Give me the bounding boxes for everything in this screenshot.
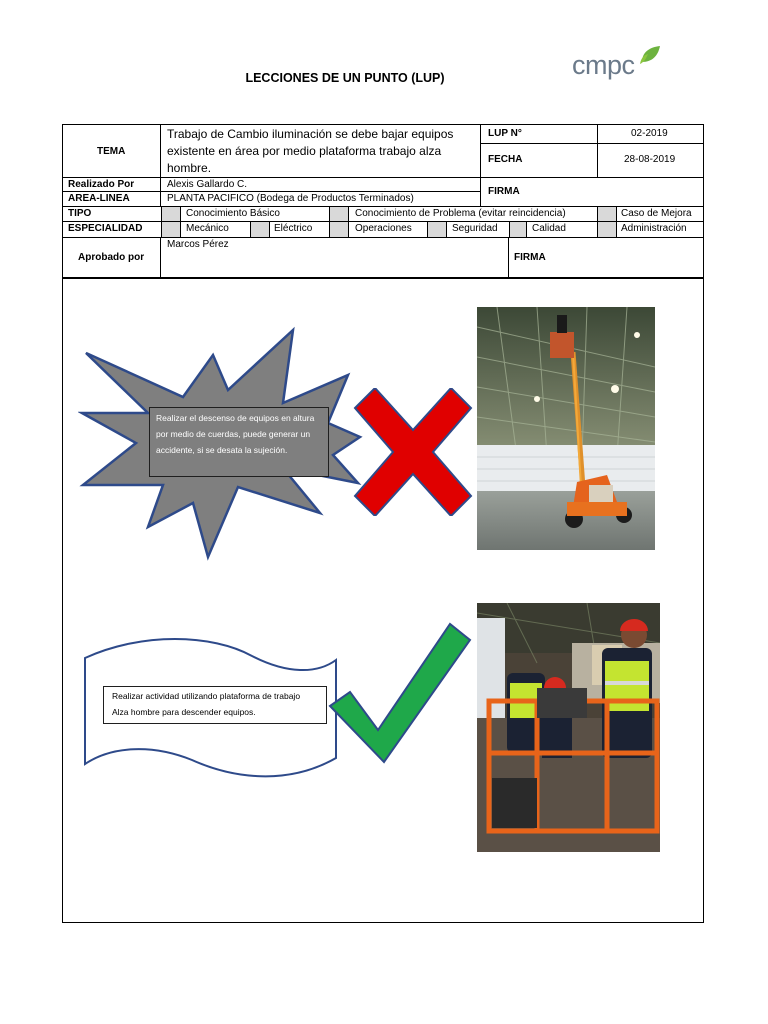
- document-title: LECCIONES DE UN PUNTO (LUP): [245, 71, 445, 85]
- firma2-cell: [508, 237, 704, 278]
- firma-cell: [480, 177, 704, 207]
- logo-text: cmpc: [572, 50, 635, 80]
- realizado-value-cell: [160, 177, 481, 192]
- correct-check-icon: [328, 622, 472, 764]
- tema-label: TEMA: [97, 146, 126, 157]
- realizado-value: Alexis Gallardo C.: [167, 179, 248, 190]
- esp-checkbox-3[interactable]: [329, 222, 349, 237]
- lup-label-cell: [480, 124, 598, 144]
- tema-label-cell: [62, 124, 161, 178]
- boom-lift-image: [477, 307, 655, 550]
- tipo-label: TIPO: [68, 208, 92, 219]
- aprobado-value: Marcos Pérez: [167, 239, 229, 250]
- fecha-value: 28-08-2019: [624, 154, 676, 165]
- workers-platform-photo: [477, 603, 660, 852]
- cmpc-logo: [572, 44, 667, 84]
- esp-checkbox-5[interactable]: [509, 222, 527, 237]
- esp-option-operaciones: Operaciones: [355, 223, 412, 234]
- wrong-practice-text: Realizar el descenso de equipos en altura por medio de cuerdas, puede generar un accidente, si se desata la sujeción.: [156, 413, 315, 455]
- esp-checkbox-2[interactable]: [250, 222, 270, 237]
- esp-checkbox-4[interactable]: [427, 222, 447, 237]
- tema-value: Trabajo de Cambio iluminación se debe bajar equipos existente en área por medio plataforma trabajo alza hombre.: [167, 127, 454, 175]
- realizado-label-cell: [62, 177, 161, 192]
- especialidad-row: [62, 221, 704, 238]
- firma-label: FIRMA: [488, 186, 520, 197]
- area-value: PLANTA PACIFICO (Bodega de Productos Terminados): [167, 193, 414, 204]
- tipo-option-1: Conocimiento Básico: [186, 208, 280, 219]
- tipo-option-3: Caso de Mejora: [621, 208, 692, 219]
- esp-option-mecanico: Mecánico: [186, 223, 229, 234]
- tipo-checkbox-3[interactable]: [597, 207, 617, 221]
- esp-option-administracion: Administración: [621, 223, 687, 234]
- firma2-label: FIRMA: [514, 252, 546, 263]
- aprobado-value-cell: [160, 237, 509, 278]
- lup-value: 02-2019: [631, 128, 668, 139]
- tipo-option-2: Conocimiento de Problema (evitar reincidencia): [355, 208, 566, 219]
- tema-value-cell: [160, 124, 481, 178]
- aprobado-label: Aprobado por: [78, 252, 145, 263]
- fecha-label: FECHA: [488, 154, 523, 165]
- lup-value-cell: [597, 124, 704, 144]
- esp-checkbox-6[interactable]: [597, 222, 617, 237]
- area-label-cell: [62, 191, 161, 207]
- aprobado-label-cell: [62, 237, 161, 278]
- area-value-cell: [160, 191, 481, 207]
- fecha-label-cell: [480, 143, 598, 178]
- workers-platform-image: [477, 603, 660, 852]
- tipo-checkbox-1[interactable]: [161, 207, 181, 221]
- area-label: AREA-LINEA: [68, 193, 130, 204]
- lup-label: LUP N°: [488, 128, 522, 139]
- boom-lift-photo: [477, 307, 655, 550]
- esp-option-seguridad: Seguridad: [452, 223, 498, 234]
- right-practice-note: [103, 686, 327, 724]
- esp-option-calidad: Calidad: [532, 223, 566, 234]
- right-practice-text: Realizar actividad utilizando plataforma de trabajo Alza hombre para descender equipos.: [112, 691, 301, 717]
- esp-option-electrico: Eléctrico: [274, 223, 313, 234]
- fecha-value-cell: [597, 143, 704, 178]
- realizado-label: Realizado Por: [68, 179, 135, 190]
- wrong-cross-icon: [353, 388, 473, 516]
- tipo-row: [62, 206, 704, 222]
- leaf-icon: [638, 44, 662, 66]
- tipo-checkbox-2[interactable]: [329, 207, 349, 221]
- esp-checkbox-1[interactable]: [161, 222, 181, 237]
- especialidad-label: ESPECIALIDAD: [68, 223, 143, 234]
- wrong-practice-note: [149, 407, 329, 477]
